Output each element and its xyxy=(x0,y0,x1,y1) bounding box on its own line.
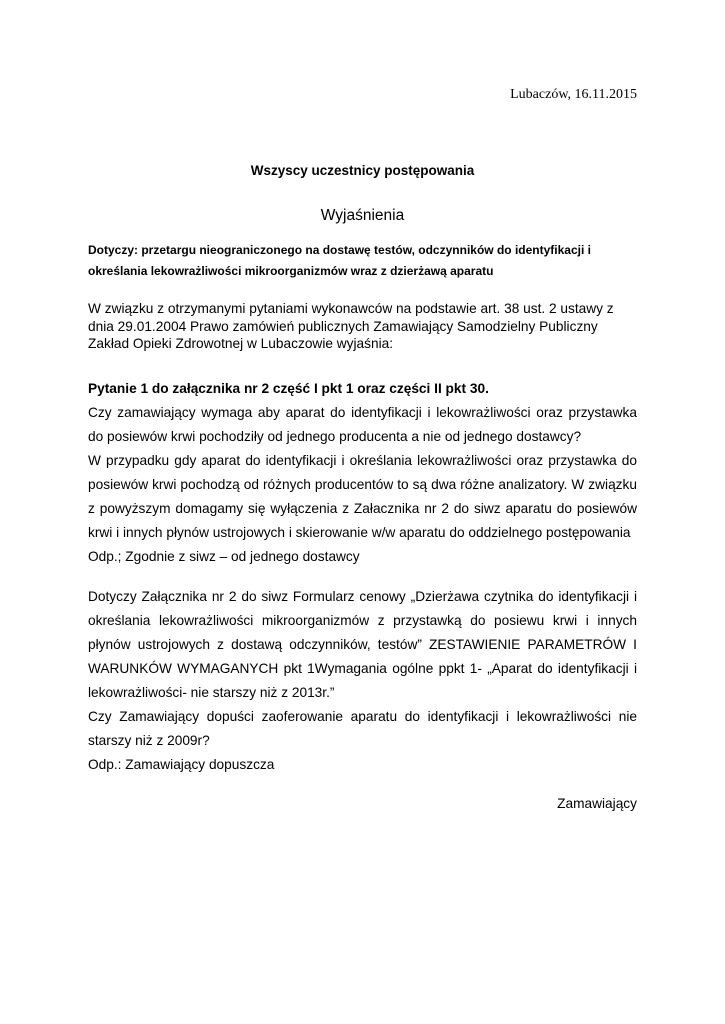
document-title: Wyjaśnienia xyxy=(320,207,405,224)
question-1-context: W przypadku gdy aparat do identyfikacji i określania lekowrażliwości oraz przystawka do posiewów krwi pochodzą od różnych producentów to są dwa różne analizatory. W związku z powyższym domagamy się wyłączenia z Załacznika nr 2 do siwz aparatu do posiewów krwi i innych płynów ustrojowych i skierowanie w/w aparatu do oddzielnego postępowania xyxy=(88,453,637,540)
intro-paragraph: W związku z otrzymanymi pytaniami wykonawców na podstawie art. 38 ust. 2 ustawy z dnia 29.01.2004 Prawo zamówień publicznych Zamawiający Samodzielny Publiczny Zakład Opieki Zdrowotnej w Lubaczowie wyjaśnia: xyxy=(88,301,614,351)
date-line: Lubaczów, 16.11.2015 xyxy=(510,87,637,102)
addressee: Wszyscy uczestnicy postępowania xyxy=(250,163,475,178)
question-2-text: Czy Zamawiający dopuści zaoferowanie aparatu do identyfikacji i lekowrażliwości nie starszy niż z 2009r? xyxy=(88,709,637,748)
question-1-section xyxy=(88,377,637,569)
question-2-context: Dotyczy Załącznika nr 2 do siwz Formularz cenowy „Dzierżawa czytnika do identyfikacji i określania lekowrażliwości mikroorganizmów z przystawką do posiewu krwi i innych płynów ustrojowych z dostawą odczynników, testów” ZESTAWIENIE PARAMETRÓW I WARUNKÓW WYMAGANYCH pkt 1Wymagania ogólne ppkt 1- „Aparat do identyfikacji i lekowrażliwości- nie starszy niż z 2013r.” xyxy=(88,589,637,700)
question-2-answer: Odp.: Zamawiający dopuszcza xyxy=(88,757,275,772)
question-2-section xyxy=(88,585,637,777)
question-1-heading: Pytanie 1 do załącznika nr 2 część I pkt 1 oraz części II pkt 30. xyxy=(88,381,489,396)
question-1-text: Czy zamawiający wymaga aby aparat do identyfikacji i lekowrażliwości oraz przystawka do posiewów krwi pochodziły od jednego producenta a nie od jednego dostawcy? xyxy=(88,405,637,444)
question-1-answer: Odp.; Zgodnie z siwz – od jednego dostawcy xyxy=(88,549,360,564)
subject-line: Dotyczy: przetargu nieograniczonego na dostawę testów, odczynników do identyfikacji i określania lekowrażliwości mikroorganizmów wraz z dzierżawą aparatu xyxy=(88,243,591,278)
signature: Zamawiający xyxy=(557,796,637,811)
